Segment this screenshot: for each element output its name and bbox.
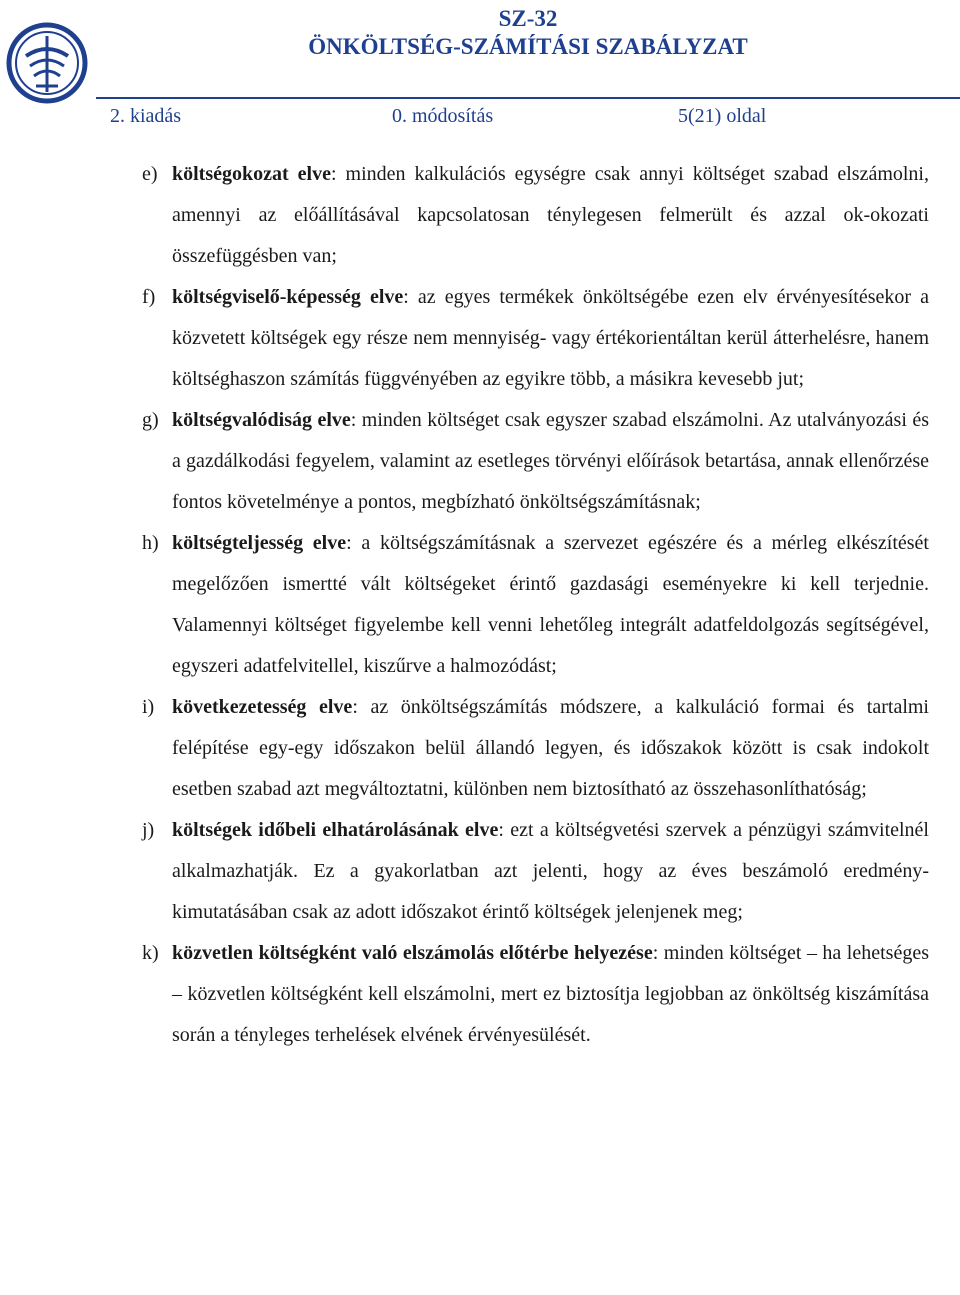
- item-label: g): [142, 409, 159, 431]
- item-text: [172, 523, 929, 687]
- item-body: : az egyes termékek önköltségébe ezen elv érvényesítésekor a közvetett költségek egy része nem mennyiség- vagy értékorientáltan kerül átterhelésre, hanem költséghaszon számítás függvényében az egyikre több, a másikra kevesebb jut;: [172, 286, 929, 390]
- item-label: f): [142, 286, 156, 308]
- list-item: [0, 523, 960, 687]
- item-body: : az önköltségszámítás módszere, a kalkuláció formai és tartalmi felépítése egy-egy időszakon belül állandó legyen, és időszakok között is csak indokolt esetben szabad azt megváltoztatni, különben nem biztosítható az összehasonlíthatóság;: [172, 696, 929, 800]
- list-item: [0, 810, 960, 933]
- item-label: i): [142, 696, 155, 718]
- item-text: [172, 277, 929, 400]
- modification-label: 0. módosítás: [392, 105, 494, 127]
- item-term: költségokozat elve: [172, 163, 331, 185]
- item-body: : minden költséget csak egyszer szabad elszámolni. Az utalványozási és a gazdálkodási fegyelem, valamint az esetleges törvényi előírások betartása, annak ellenőrzése fontos követelménye a pontos, megbízható önköltségszámításnak;: [172, 409, 929, 513]
- item-text: [172, 400, 929, 523]
- item-text: [172, 810, 929, 933]
- list-item: [0, 687, 960, 810]
- item-label: j): [142, 819, 155, 841]
- item-body: : minden kalkulációs egységre csak annyi költséget szabad elszámolni, amennyi az előállításával kapcsolatosan ténylegesen felmerült és azzal ok-okozati összefüggésben van;: [172, 163, 929, 267]
- header-divider: [96, 97, 960, 99]
- item-label: k): [142, 942, 159, 964]
- document-title: ÖNKÖLTSÉG-SZÁMÍTÁSI SZABÁLYZAT: [308, 34, 748, 59]
- item-text: [172, 687, 929, 810]
- item-text: [172, 933, 929, 1056]
- item-term: költségteljesség elve: [172, 532, 347, 554]
- item-term: költségek időbeli elhatárolásának elve: [172, 819, 499, 841]
- item-body: : minden költséget – ha lehetséges – közvetlen költségként kell elszámolni, mert ez biztosítja legjobban az önköltség kiszámítása során a tényleges terhelések elvének érvényesülését.: [172, 942, 929, 1046]
- list-item: [0, 933, 960, 1056]
- list-item: [0, 277, 960, 400]
- item-label: e): [142, 163, 158, 185]
- document-code: SZ-32: [498, 6, 558, 31]
- item-body: : ezt a költségvetési szervek a pénzügyi számvitelnél alkalmazhatják. Ez a gyakorlatban azt jelenti, hogy az éves beszámoló eredmény-kimutatásában csak az adott időszakot érintő költségek jelenjenek meg;: [172, 819, 929, 923]
- item-term: következetesség elve: [172, 696, 353, 718]
- item-label: h): [142, 532, 159, 554]
- item-term: költségviselő-képesség elve: [172, 286, 404, 308]
- item-body: : a költségszámításnak a szervezet egészére és a mérleg elkészítését megelőzően ismertté vált költségeket érintő gazdasági eseményekre ki kell terjednie. Valamennyi költséget figyelembe kell venni lehetőleg integrált adatfeldolgozás segítségével, egyszeri adatfelvitellel, kiszűrve a halmozódást;: [172, 532, 929, 677]
- item-term: közvetlen költségként való elszámolás előtérbe helyezése: [172, 942, 653, 964]
- list-item: [0, 154, 960, 277]
- page-number: 5(21) oldal: [678, 105, 767, 127]
- list-item: [0, 400, 960, 523]
- item-term: költségvalódiság elve: [172, 409, 351, 431]
- principles-list: [0, 154, 960, 1056]
- edition-label: 2. kiadás: [110, 105, 182, 127]
- item-text: [172, 154, 929, 277]
